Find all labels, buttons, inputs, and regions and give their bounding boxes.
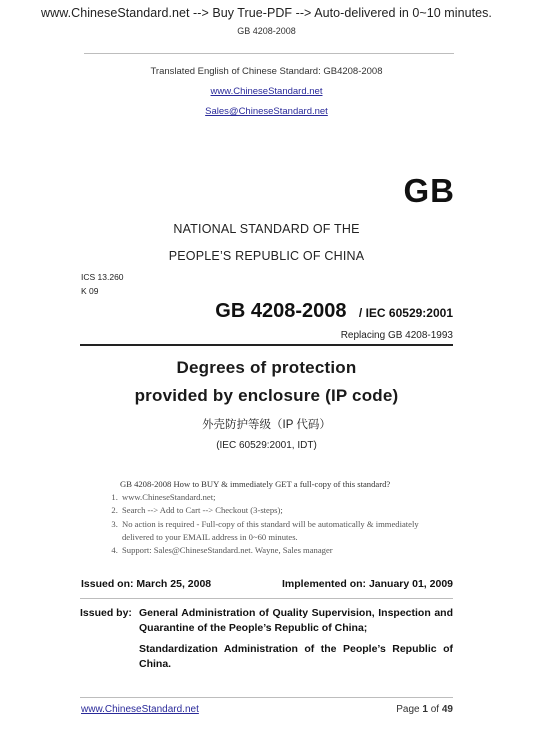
gb-logo: GB: [403, 172, 455, 209]
buy-instructions: [102, 478, 452, 557]
title-divider: [80, 344, 453, 346]
site-link[interactable]: www.ChineseStandard.net: [210, 86, 323, 97]
site-link-row: [0, 86, 533, 97]
standard-number: GB 4208-2008: [215, 300, 347, 322]
implemented-date: Implemented on: January 01, 2009: [282, 578, 453, 590]
header-standard-code: GB 4208-2008: [237, 26, 296, 36]
buy-step[interactable]: 1. www.ChineseStandard.net;: [120, 491, 452, 504]
header-divider: [84, 53, 454, 54]
issuer-block: [80, 606, 453, 671]
email-link[interactable]: Sales@ChineseStandard.net: [205, 106, 328, 117]
replacing-note: Replacing GB 4208-1993: [340, 330, 453, 341]
buy-step: 2. Search --> Add to Cart --> Checkout (3-steps);: [120, 504, 452, 517]
national-standard-line1: NATIONAL STANDARD OF THE: [173, 222, 360, 236]
page-indicator: [396, 704, 453, 715]
buy-heading: GB 4208-2008 How to BUY & immediately GET a full-copy of this standard?: [120, 479, 391, 489]
national-standard-line2: PEOPLE’S REPUBLIC OF CHINA: [168, 249, 365, 263]
page-current: 1: [422, 704, 428, 715]
iec-equivalent: / IEC 60529:2001: [358, 306, 453, 320]
ics-code: ICS 13.260: [81, 272, 124, 282]
page-of: of: [427, 704, 442, 715]
footer-site-link[interactable]: www.ChineseStandard.net: [81, 704, 199, 715]
buy-steps: [102, 491, 452, 557]
iec-idt-note: (IEC 60529:2001, IDT): [216, 440, 317, 451]
title-line1: Degrees of protection: [176, 358, 357, 377]
buy-step: 4. Support: Sales@ChineseStandard.net. Wayne, Sales manager: [120, 544, 452, 557]
page-total: 49: [441, 704, 453, 715]
translation-note: Translated English of Chinese Standard: GB4208-2008: [150, 66, 383, 77]
issuer-label: Issued by:: [80, 607, 132, 619]
issued-date: Issued on: March 25, 2008: [81, 578, 212, 590]
chinese-title: 外壳防护等级（IP 代码）: [202, 419, 331, 431]
k-code: K 09: [81, 286, 99, 296]
standard-number-row: [215, 300, 453, 323]
top-banner: www.ChineseStandard.net --> Buy True-PDF --> Auto-delivered in 0~10 minutes.: [41, 6, 492, 20]
buy-step: 3. No action is required - Full-copy of this standard will be automatically & immediately delivered to your EMAIL address in 0~60 minutes.: [120, 518, 452, 544]
issuer-org-sac: Standardization Administration of the People’s Republic of China.: [139, 643, 453, 670]
email-link-row: [0, 106, 533, 117]
footer-divider: [80, 697, 453, 698]
issuer-org-aqsiq: General Administration of Quality Supervision, Inspection and Quarantine of the People’s Republic of China;: [139, 607, 453, 634]
dates-divider: [80, 598, 453, 599]
page-label: Page: [396, 704, 423, 715]
title-line2: provided by enclosure (IP code): [134, 386, 399, 405]
